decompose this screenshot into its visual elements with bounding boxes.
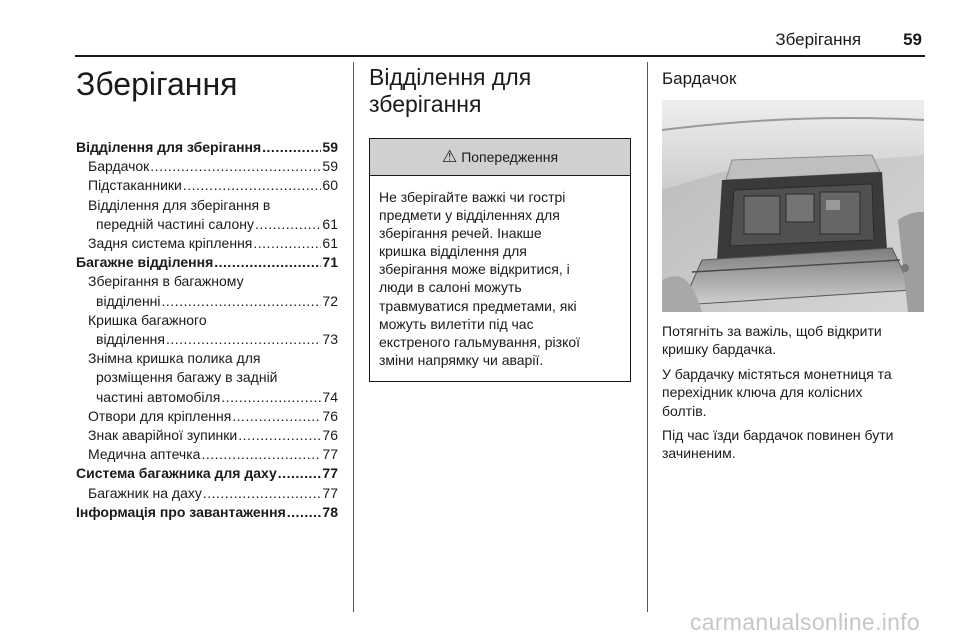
storage-section — [369, 64, 631, 368]
page-number: 59 — [903, 30, 922, 49]
toc-entry[interactable] — [76, 445, 338, 464]
warning-line: зберігання речей. Інакше — [379, 225, 542, 242]
column-divider-2 — [647, 62, 648, 612]
warning-line: екстреного гальмування, різкої — [379, 333, 581, 350]
watermark: carmanualsonline.info — [689, 609, 920, 635]
toc-entry-page: 61 — [322, 235, 338, 252]
toc-entry-line: розміщення багажу в задній — [96, 369, 278, 386]
toc-entry-line: Знімна кришка полика для — [88, 350, 261, 367]
toc-entry-line: Зберігання в багажному — [88, 273, 244, 290]
toc-entry-title: Багажник на даху — [88, 484, 202, 501]
toc-column — [76, 64, 338, 522]
header-title: Зберігання — [775, 30, 862, 49]
toc-entry-page: 76 — [322, 407, 338, 424]
toc-leader-dots — [162, 292, 322, 311]
header-rule — [75, 55, 925, 57]
table-of-contents — [76, 138, 338, 522]
paragraph — [662, 426, 927, 463]
toc-entry[interactable] — [76, 292, 338, 311]
toc-entry[interactable] — [76, 176, 338, 195]
warning-text — [370, 176, 630, 381]
toc-entry-page: 77 — [322, 446, 338, 463]
toc-entry-line: Кришка багажного — [88, 311, 207, 328]
toc-leader-dots — [262, 138, 321, 157]
toc-leader-dots — [238, 426, 321, 445]
toc-entry-page: 74 — [322, 388, 338, 405]
text-line: зачиненим. — [662, 445, 736, 462]
toc-entry-title: Система багажника для даху — [76, 465, 277, 482]
chapter-title: Зберігання — [76, 66, 238, 102]
toc-leader-dots — [214, 253, 321, 272]
warning-line: можуть вилетіти під час — [379, 315, 534, 332]
toc-entry-title: передній частині салону — [96, 215, 255, 232]
toc-entry-line: Відділення для зберігання в — [88, 196, 271, 213]
text-line: Потягніть за важіль, щоб відкрити — [662, 323, 882, 339]
glovebox-text — [662, 322, 927, 469]
toc-entry[interactable] — [76, 234, 338, 253]
toc-entry-title: Медична аптечка — [88, 446, 201, 463]
toc-entry-page: 78 — [322, 503, 338, 520]
toc-entry[interactable] — [76, 503, 338, 522]
toc-entry[interactable] — [76, 138, 338, 157]
section-title — [369, 64, 631, 118]
toc-entry-title: Знак аварійної зупинки — [88, 427, 238, 444]
toc-leader-dots — [255, 215, 321, 234]
toc-entry-page: 76 — [322, 427, 338, 444]
glovebox-title: Бардачок — [662, 69, 737, 88]
toc-entry[interactable] — [76, 330, 338, 349]
toc-leader-dots — [150, 157, 321, 176]
toc-leader-dots — [166, 330, 321, 349]
toc-entry-title: відділенні — [96, 292, 161, 309]
toc-leader-dots — [221, 388, 321, 407]
warning-title: Попередження — [461, 149, 559, 165]
toc-entry-title: Відділення для зберігання — [76, 139, 262, 155]
toc-entry-title: Інформація про завантаження — [76, 503, 286, 520]
toc-leader-dots — [183, 176, 322, 195]
toc-entry-title: Бардачок — [88, 158, 150, 175]
toc-entry-title: Багажне відділення — [76, 254, 214, 271]
page-header — [775, 30, 922, 52]
toc-entry-page: 73 — [322, 331, 338, 348]
column-divider-1 — [353, 62, 354, 612]
section-title-line-1: Відділення для — [369, 64, 532, 90]
warning-line: травмуватися предметами, які — [379, 297, 577, 314]
paragraph — [662, 322, 927, 359]
toc-entry[interactable] — [76, 253, 338, 272]
text-line: перехідник ключа для колісних — [662, 384, 863, 401]
warning-line: люди в салоні можуть — [379, 279, 522, 296]
text-line: болтів. — [662, 402, 707, 419]
text-line: У бардачку містяться монетниця та — [662, 365, 892, 382]
toc-leader-dots — [203, 484, 322, 503]
glovebox-photo — [662, 100, 924, 312]
warning-icon: ⚠ — [441, 147, 458, 166]
toc-entry[interactable] — [76, 388, 338, 407]
toc-entry-page: 59 — [322, 158, 338, 175]
toc-entry-page: 72 — [322, 292, 338, 309]
toc-entry-page: 61 — [322, 215, 338, 232]
text-line: кришку бардачка. — [662, 341, 777, 358]
warning-header — [370, 139, 630, 176]
toc-entry[interactable] — [76, 215, 338, 234]
toc-entry-title: відділення — [96, 331, 165, 348]
toc-entry-page: 59 — [322, 139, 338, 155]
toc-entry-page: 71 — [322, 254, 338, 271]
toc-leader-dots — [232, 407, 321, 426]
toc-leader-dots — [278, 464, 322, 483]
toc-entry-title: Підстаканники — [88, 177, 182, 194]
toc-entry-title: частині автомобіля — [96, 388, 221, 405]
toc-entry-page: 77 — [322, 465, 338, 482]
toc-entry-title: Отвори для кріплення — [88, 407, 232, 424]
toc-entry-page: 60 — [322, 177, 338, 194]
warning-line: зміни напрямку чи аварії. — [379, 351, 544, 368]
toc-leader-dots — [253, 234, 321, 253]
toc-entry-page: 77 — [322, 484, 338, 501]
toc-entry[interactable] — [76, 157, 338, 176]
toc-leader-dots — [287, 503, 322, 522]
paragraph — [662, 365, 927, 420]
toc-entry[interactable] — [76, 484, 338, 503]
toc-entry[interactable] — [76, 464, 338, 483]
text-line: Під час їзди бардачок повинен бути — [662, 427, 894, 444]
warning-box — [369, 138, 631, 382]
toc-entry-title: Задня система кріплення — [88, 235, 253, 252]
glovebox-section — [662, 64, 925, 462]
toc-leader-dots — [201, 445, 321, 464]
warning-line: кришка відділення для — [379, 243, 527, 260]
warning-line: предмети у відділеннях для — [379, 207, 560, 224]
warning-line: зберігання може відкритися, і — [379, 261, 570, 278]
section-title-line-2: зберігання — [369, 91, 482, 117]
toc-entry[interactable] — [76, 407, 338, 426]
toc-entry[interactable] — [76, 426, 338, 445]
warning-line: Не зберігайте важкі чи гострі — [379, 189, 566, 205]
